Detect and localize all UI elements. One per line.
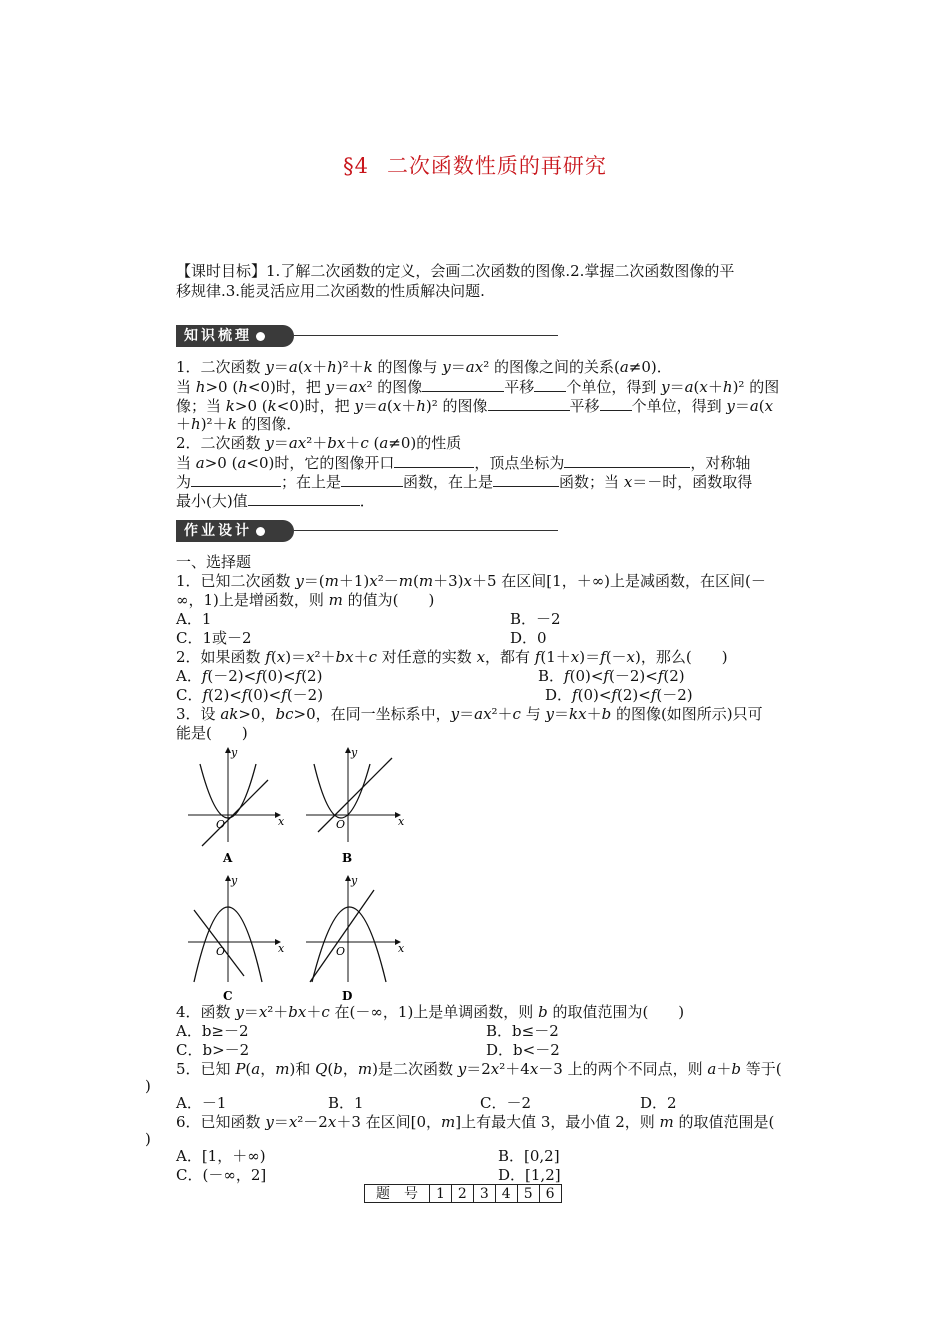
section-header-knowledge (176, 325, 558, 347)
subheading-choice: 一、选择题 (176, 553, 252, 571)
q2-option-c: C．f(2)<f(0)<f(－2) (176, 686, 324, 704)
graph-a (188, 746, 285, 865)
q6-option-d: D．[1,2] (498, 1166, 561, 1184)
section-heading-knowledge: 知识梳理 (184, 328, 252, 344)
q1-option-c: C．1或－2 (176, 629, 252, 647)
knowledge-item-2-line-2: 当 a>0 (a<0)时，它的图像开口 ，顶点坐标为 ，对称轴 (176, 454, 751, 472)
knowledge-item-2-line-4: 最小(大)值 ． (176, 492, 375, 510)
q5-option-c: C．－2 (480, 1094, 532, 1112)
question-3: 3．设 ak>0，bc>0，在同一坐标系中，y＝ax²＋c 与 y＝kx＋b 的图像(如图所示)只可 (176, 705, 763, 723)
objectives-line-1 (176, 262, 734, 280)
section-number: §4 (343, 154, 369, 178)
section-heading-homework: 作业设计 (184, 523, 252, 539)
page-title (0, 150, 950, 180)
question-5-line-2: ) (145, 1077, 151, 1095)
q3-graphs (180, 742, 410, 1004)
q2-option-d: D．f(0)<f(2)<f(－2) (545, 686, 693, 704)
q4-option-c: C．b>－2 (176, 1041, 250, 1059)
q1-option-b: B．－2 (510, 610, 561, 628)
origin-label: O (216, 818, 226, 831)
graph-label-d: D (342, 989, 353, 1003)
graph-c (188, 874, 285, 1003)
q5-option-d: D．2 (640, 1094, 677, 1112)
graph-label-b: B (342, 851, 353, 865)
parabola (314, 764, 370, 818)
origin-label: O (216, 945, 226, 958)
x-label: x (398, 815, 405, 828)
graph-d (306, 874, 405, 1003)
knowledge-item-2: 2．二次函数 y＝ax²＋bx＋c (a≠0)的性质 (176, 434, 462, 452)
q4-option-a: A．b≥－2 (176, 1022, 249, 1040)
question-3-line-2: 能是( ) (176, 724, 248, 742)
line (194, 910, 244, 976)
q1-option-a: A．1 (176, 610, 212, 628)
q2-option-a: A．f(－2)<f(0)<f(2) (176, 667, 323, 685)
graph-label-c: C (223, 989, 233, 1003)
line (318, 758, 392, 832)
knowledge-item-1-line-3: 像；当 k>0 (k<0)时，把 y＝a(x＋h)² 的图像 平移 个单位，得到 y＝a(x (176, 397, 774, 415)
q4-option-d: D．b<－2 (486, 1041, 560, 1059)
graph-b (306, 746, 405, 865)
objectives-label: 【课时目标】 (176, 262, 267, 280)
section-rule (294, 335, 558, 336)
q6-option-c: C．(－∞，2] (176, 1166, 267, 1184)
question-6-line-2: ) (145, 1130, 151, 1148)
q6-option-b: B．[0,2] (498, 1147, 560, 1165)
q5-option-a: A．－1 (176, 1094, 227, 1112)
question-2: 2．如果函数 f(x)＝x²＋bx＋c 对任意的实数 x，都有 f(1＋x)＝f(－x)，那么( ) (176, 648, 728, 666)
y-label: y (351, 746, 358, 759)
graph-label-a: A (223, 851, 233, 865)
question-4: 4．函数 y＝x²＋bx＋c 在(－∞，1)上是单调函数，则 b 的取值范围为( ) (176, 1003, 685, 1021)
question-5: 5．已知 P(a，m)和 Q(b，m)是二次函数 y＝2x²＋4x－3 上的两个不同点，则 a＋b 等于( (176, 1060, 782, 1078)
parabola (312, 907, 386, 982)
line (310, 890, 374, 982)
knowledge-item-1-line-4: ＋h)²＋k 的图像． (176, 415, 302, 433)
y-label: y (231, 746, 238, 759)
objectives-text-1: 1.了解二次函数的定义，会画二次函数的图像.2.掌握二次函数图像的平 (266, 262, 735, 280)
origin-label: O (336, 818, 346, 831)
section-header-homework (176, 520, 558, 542)
x-label: x (278, 815, 285, 828)
x-label: x (278, 942, 285, 955)
knowledge-item-1: 1．二次函数 y＝a(x＋h)²＋k 的图像与 y＝ax² 的图像之间的关系(a≠0)． (176, 358, 672, 376)
table-cell: 5 (517, 1185, 539, 1203)
objectives-line-2: 移规律.3.能灵活应用二次函数的性质解决问题. (176, 282, 485, 300)
q6-option-a: A．[1，＋∞) (176, 1147, 266, 1165)
y-label: y (351, 874, 358, 887)
table-cell: 6 (539, 1185, 561, 1203)
knowledge-item-2-line-3: 为 ；在上是 函数，在上是 函数；当 x＝－时，函数取得 (176, 473, 753, 491)
question-6: 6．已知函数 y＝x²－2x＋3 在区间[0，m]上有最大值 3，最小值 2，则 m 的取值范围是( (176, 1113, 775, 1131)
question-1: 1．已知二次函数 y＝(m＋1)x²－m(m＋3)x＋5 在区间[1，＋∞)上是减函数，在区间(－ (176, 572, 766, 590)
line (202, 780, 268, 846)
table-header-cell: 题 号 (365, 1185, 430, 1203)
x-label: x (398, 942, 405, 955)
table-cell: 4 (495, 1185, 517, 1203)
table-cell: 2 (451, 1185, 473, 1203)
bullet-dot-icon (256, 332, 265, 341)
knowledge-item-1-line-2: 当 h>0 (h<0)时，把 y＝ax² 的图像 平移 个单位，得到 y＝a(x＋h)² 的图 (176, 378, 780, 396)
y-label: y (231, 874, 238, 887)
answer-table (364, 1184, 562, 1203)
section-rule (294, 530, 558, 531)
q5-option-b: B．1 (328, 1094, 364, 1112)
origin-label: O (336, 945, 346, 958)
table-cell: 3 (473, 1185, 495, 1203)
q1-option-d: D．0 (510, 629, 547, 647)
q2-option-b: B．f(0)<f(－2)<f(2) (538, 667, 685, 685)
title-text: 二次函数性质的再研究 (386, 154, 607, 178)
table-cell: 1 (430, 1185, 452, 1203)
bullet-dot-icon (256, 527, 265, 536)
question-1-line-2: ∞，1)上是增函数，则 m 的值为( ) (176, 591, 435, 609)
table-row (365, 1185, 562, 1203)
q4-option-b: B．b≤－2 (486, 1022, 559, 1040)
